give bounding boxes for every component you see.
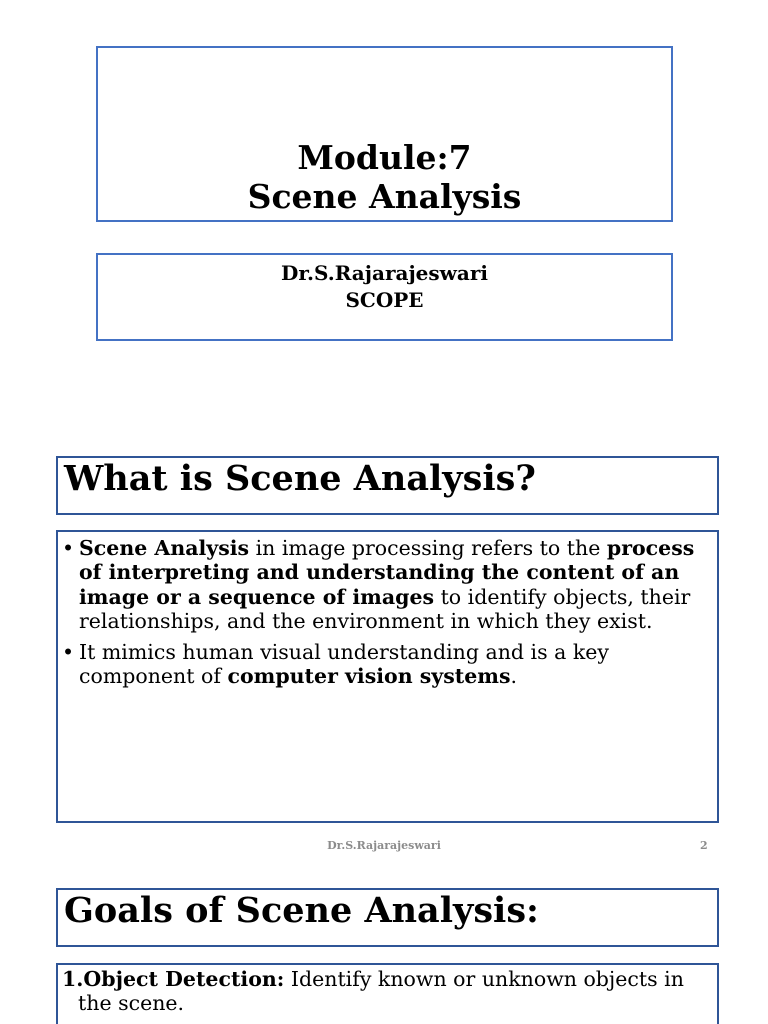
title-line-module: Module:7 [297,138,472,177]
bullet-text: It mimics human visual understanding and is a key component of [79,640,609,689]
bullet-bold-text: computer vision systems [227,664,511,689]
goal-item [62,967,711,1016]
page-number: 2 [700,839,708,852]
slide2-body-box [56,530,719,823]
title-box [96,46,673,222]
goal-label: Object Detection: [83,967,285,991]
bullet-list [62,536,709,696]
bullet-dot-icon: • [62,536,75,560]
goals-list [62,967,711,1016]
slide3-heading: Goals of Scene Analysis: [64,890,539,931]
bullet-text: to identify objects, their relationships, and the environment in which they exist. [79,584,691,633]
slide3-heading-box [56,888,719,947]
slide3-body-box [56,963,719,1024]
author-box [96,253,673,341]
bullet-bold-text: Scene Analysis [79,536,250,560]
goal-text: Identify known or unknown objects in the scene. [78,967,684,1016]
author-block [98,260,671,314]
title-line-topic: Scene Analysis [247,177,522,216]
bullet-dot-icon: • [62,640,75,665]
slide2-heading: What is Scene Analysis? [64,458,536,499]
bullet-item [62,536,709,633]
bullet-bold-text: process of interpreting and understanding the content of an image or a sequence of images [79,536,695,609]
author-affiliation: SCOPE [345,288,424,312]
slide-title [98,138,671,216]
slide2-heading-box [56,456,719,515]
author-name: Dr.S.Rajarajeswari [281,261,488,285]
goal-number: 1. [62,967,84,991]
bullet-text: . [510,664,518,689]
footer-author: Dr.S.Rajarajeswari [327,839,441,852]
bullet-text: in image processing refers to the [249,536,607,560]
bullet-item [62,640,709,689]
